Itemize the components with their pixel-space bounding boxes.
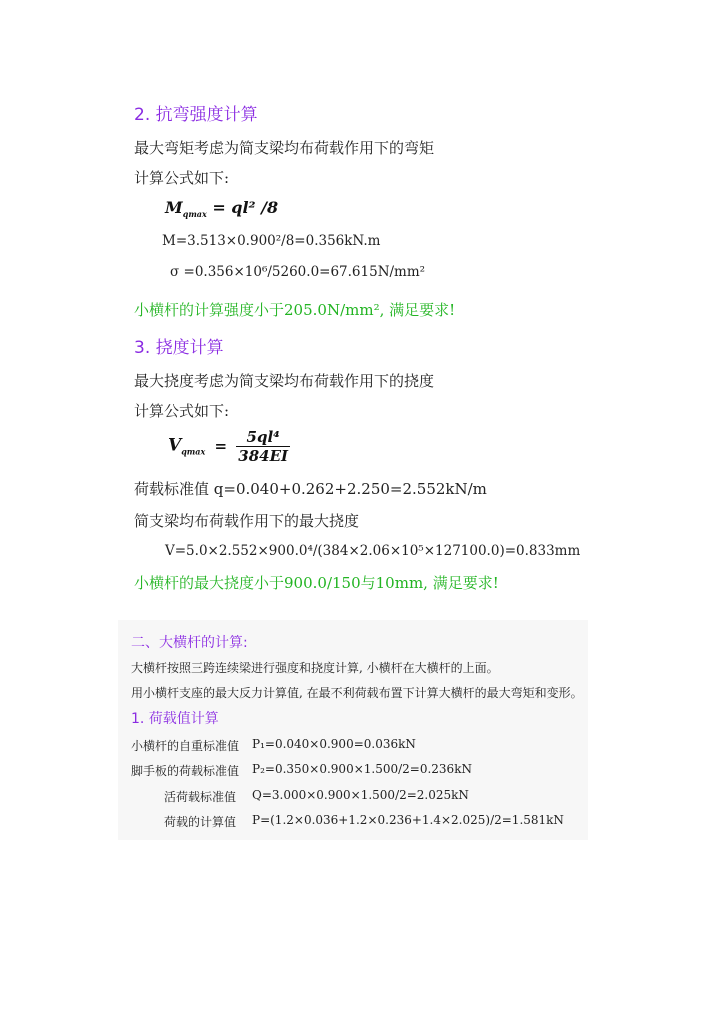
strength-desc: 最大弯矩考虑为简支梁均布荷载作用下的弯矩 [134, 139, 435, 157]
load-row-label: 荷载的计算值 [164, 815, 237, 829]
deflection-formula [168, 428, 290, 465]
strength-result: 小横杆的计算强度小于205.0N/mm², 满足要求! [134, 301, 456, 319]
deflection-desc2: 简支梁均布荷载作用下的最大挠度 [134, 512, 360, 530]
deflection-formula-eq: = [214, 436, 228, 455]
strength-formula [165, 198, 279, 220]
load-row-value: P₂=0.350×0.900×1.500/2=0.236kN [252, 762, 472, 776]
deflection-result: 小横杆的最大挠度小于900.0/150与10mm, 满足要求! [134, 574, 499, 592]
deflection-formula-lhs: V [168, 435, 182, 456]
load-row-label: 小横杆的自重标准值 [131, 739, 240, 753]
strength-heading: 2. 抗弯强度计算 [134, 105, 258, 125]
deflection-formula-num: 5ql⁴ [236, 428, 290, 447]
big-bar-heading: 二、大横杆的计算: [131, 635, 248, 651]
deflection-calc-v: V=5.0×2.552×900.0⁴/(384×2.06×10⁵×127100.0)=0.833mm [165, 543, 581, 559]
big-bar-panel [118, 620, 588, 840]
deflection-desc: 最大挠度考虑为简支梁均布荷载作用下的挠度 [134, 372, 435, 390]
big-bar-subheading: 1. 荷载值计算 [131, 711, 219, 727]
strength-calc-sigma: σ =0.356×10⁶/5260.0=67.615N/mm² [170, 264, 426, 280]
deflection-formula-sub: qmax [181, 446, 206, 457]
load-row-label: 脚手板的荷载标准值 [131, 764, 240, 778]
big-bar-line2: 用小横杆支座的最大反力计算值, 在最不利荷载布置下计算大横杆的最大弯矩和变形。 [131, 686, 583, 700]
big-bar-line1: 大横杆按照三跨连续梁进行强度和挠度计算, 小横杆在大横杆的上面。 [131, 661, 499, 675]
deflection-formula-fraction [236, 428, 290, 465]
deflection-formula-intro: 计算公式如下: [134, 402, 230, 420]
strength-calc-m: M=3.513×0.900²/8=0.356kN.m [162, 233, 381, 249]
load-row-value: P=(1.2×0.036+1.2×0.236+1.4×2.025)/2=1.581kN [252, 813, 564, 827]
strength-formula-intro: 计算公式如下: [134, 169, 230, 187]
load-row-value: Q=3.000×0.900×1.500/2=2.025kN [252, 788, 469, 802]
deflection-heading: 3. 挠度计算 [134, 338, 224, 358]
deflection-load-std: 荷载标准值 q=0.040+0.262+2.250=2.552kN/m [134, 480, 487, 498]
load-row-label: 活荷载标准值 [164, 790, 237, 804]
strength-formula-sub: qmax [182, 209, 207, 220]
load-row-value: P₁=0.040×0.900=0.036kN [252, 737, 416, 751]
deflection-formula-den: 384EI [238, 447, 289, 465]
strength-formula-rhs: = ql² /8 [212, 198, 279, 217]
strength-formula-lhs: M [165, 198, 183, 217]
